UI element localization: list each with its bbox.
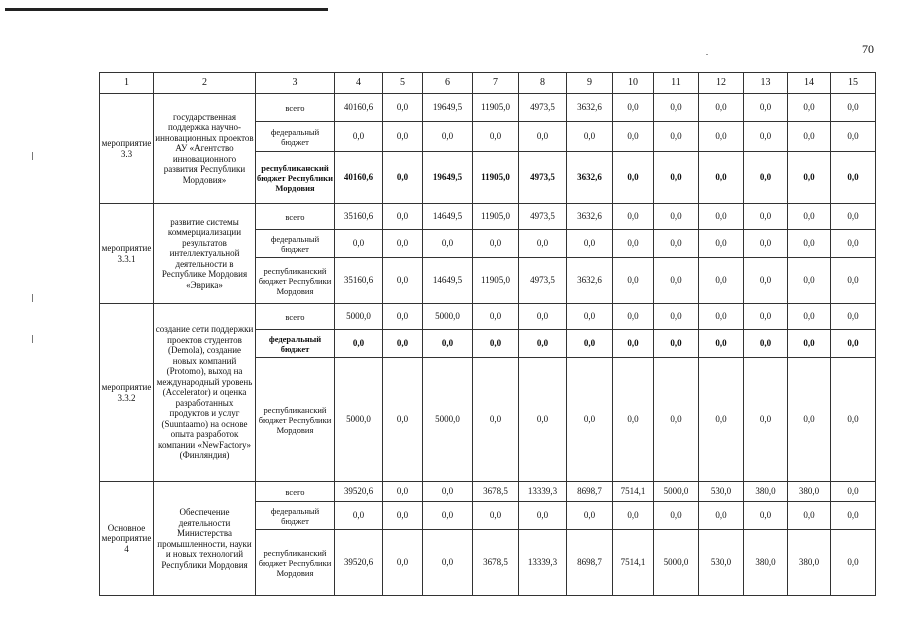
value-cell: 0,0 bbox=[744, 258, 788, 304]
value-cell: 0,0 bbox=[744, 304, 788, 330]
table-row bbox=[100, 94, 876, 122]
value-cell: 0,0 bbox=[383, 230, 423, 258]
header-cell: 6 bbox=[423, 73, 473, 94]
budget-table bbox=[99, 72, 876, 596]
value-cell: 0,0 bbox=[744, 94, 788, 122]
value-cell: 5000,0 bbox=[423, 304, 473, 330]
margin-mark bbox=[32, 294, 33, 302]
value-cell: 0,0 bbox=[654, 304, 699, 330]
funding-source: федеральный бюджет bbox=[256, 230, 335, 258]
table-row bbox=[100, 204, 876, 230]
value-cell: 0,0 bbox=[335, 502, 383, 530]
top-rule bbox=[5, 8, 328, 11]
value-cell: 0,0 bbox=[654, 152, 699, 204]
value-cell: 0,0 bbox=[473, 358, 519, 482]
value-cell: 0,0 bbox=[831, 530, 876, 596]
value-cell: 0,0 bbox=[831, 204, 876, 230]
value-cell: 0,0 bbox=[744, 502, 788, 530]
table-body bbox=[100, 73, 876, 596]
value-cell: 0,0 bbox=[831, 330, 876, 358]
value-cell: 0,0 bbox=[654, 94, 699, 122]
value-cell: 19649,5 bbox=[423, 94, 473, 122]
value-cell: 0,0 bbox=[519, 230, 567, 258]
value-cell: 4973,5 bbox=[519, 204, 567, 230]
value-cell: 0,0 bbox=[613, 358, 654, 482]
value-cell: 0,0 bbox=[519, 358, 567, 482]
header-cell: 12 bbox=[699, 73, 744, 94]
value-cell: 0,0 bbox=[423, 122, 473, 152]
page-number: 70 bbox=[862, 42, 874, 56]
value-cell: 4973,5 bbox=[519, 94, 567, 122]
header-cell: 11 bbox=[654, 73, 699, 94]
value-cell: 0,0 bbox=[335, 230, 383, 258]
value-cell: 0,0 bbox=[383, 358, 423, 482]
value-cell: 0,0 bbox=[473, 502, 519, 530]
value-cell: 0,0 bbox=[744, 204, 788, 230]
value-cell: 0,0 bbox=[613, 204, 654, 230]
value-cell: 35160,6 bbox=[335, 204, 383, 230]
value-cell: 3632,6 bbox=[567, 204, 613, 230]
value-cell: 0,0 bbox=[699, 330, 744, 358]
value-cell: 0,0 bbox=[788, 258, 831, 304]
value-cell: 19649,5 bbox=[423, 152, 473, 204]
value-cell: 0,0 bbox=[699, 94, 744, 122]
value-cell: 3678,5 bbox=[473, 482, 519, 502]
value-cell: 3632,6 bbox=[567, 94, 613, 122]
value-cell: 0,0 bbox=[423, 502, 473, 530]
value-cell: 0,0 bbox=[654, 358, 699, 482]
margin-mark bbox=[32, 152, 33, 160]
value-cell: 40160,6 bbox=[335, 152, 383, 204]
funding-source: федеральный бюджет bbox=[256, 122, 335, 152]
value-cell: 0,0 bbox=[473, 304, 519, 330]
value-cell: 0,0 bbox=[567, 122, 613, 152]
value-cell: 0,0 bbox=[567, 304, 613, 330]
value-cell: 0,0 bbox=[423, 230, 473, 258]
value-cell: 0,0 bbox=[831, 304, 876, 330]
value-cell: 0,0 bbox=[473, 330, 519, 358]
value-cell: 39520,6 bbox=[335, 530, 383, 596]
funding-source: республиканский бюджет Республики Мордовия bbox=[256, 258, 335, 304]
value-cell: 0,0 bbox=[788, 502, 831, 530]
value-cell: 35160,6 bbox=[335, 258, 383, 304]
funding-source: всего bbox=[256, 304, 335, 330]
value-cell: 0,0 bbox=[519, 304, 567, 330]
value-cell: 530,0 bbox=[699, 530, 744, 596]
value-cell: 11905,0 bbox=[473, 94, 519, 122]
value-cell: 39520,6 bbox=[335, 482, 383, 502]
value-cell: 11905,0 bbox=[473, 152, 519, 204]
value-cell: 0,0 bbox=[699, 258, 744, 304]
value-cell: 0,0 bbox=[613, 94, 654, 122]
value-cell: 0,0 bbox=[383, 482, 423, 502]
header-cell: 15 bbox=[831, 73, 876, 94]
value-cell: 5000,0 bbox=[423, 358, 473, 482]
value-cell: 0,0 bbox=[519, 502, 567, 530]
header-row bbox=[100, 73, 876, 94]
value-cell: 0,0 bbox=[831, 358, 876, 482]
value-cell: 0,0 bbox=[567, 230, 613, 258]
value-cell: 380,0 bbox=[788, 530, 831, 596]
value-cell: 3632,6 bbox=[567, 258, 613, 304]
value-cell: 0,0 bbox=[654, 204, 699, 230]
value-cell: 0,0 bbox=[383, 304, 423, 330]
value-cell: 0,0 bbox=[423, 482, 473, 502]
value-cell: 0,0 bbox=[831, 122, 876, 152]
value-cell: 0,0 bbox=[383, 122, 423, 152]
value-cell: 0,0 bbox=[831, 502, 876, 530]
value-cell: 0,0 bbox=[788, 358, 831, 482]
value-cell: 0,0 bbox=[613, 122, 654, 152]
value-cell: 0,0 bbox=[744, 358, 788, 482]
value-cell: 5000,0 bbox=[335, 304, 383, 330]
funding-source: всего bbox=[256, 204, 335, 230]
margin-mark bbox=[32, 335, 33, 343]
value-cell: 0,0 bbox=[383, 94, 423, 122]
value-cell: 0,0 bbox=[613, 304, 654, 330]
value-cell: 0,0 bbox=[744, 152, 788, 204]
measure-label: мероприятие 3.3.2 bbox=[100, 304, 154, 482]
header-cell: 10 bbox=[613, 73, 654, 94]
value-cell: 0,0 bbox=[613, 502, 654, 530]
value-cell: 8698,7 bbox=[567, 530, 613, 596]
value-cell: 7514,1 bbox=[613, 482, 654, 502]
value-cell: 0,0 bbox=[567, 358, 613, 482]
value-cell: 0,0 bbox=[383, 502, 423, 530]
header-cell: 5 bbox=[383, 73, 423, 94]
value-cell: 0,0 bbox=[831, 482, 876, 502]
header-cell: 13 bbox=[744, 73, 788, 94]
value-cell: 13339,3 bbox=[519, 530, 567, 596]
value-cell: 0,0 bbox=[613, 152, 654, 204]
measure-description: Обеспечение деятельности Министерства промышленности, науки и новых технологий Республики Мордовия bbox=[154, 482, 256, 596]
value-cell: 11905,0 bbox=[473, 204, 519, 230]
value-cell: 3678,5 bbox=[473, 530, 519, 596]
value-cell: 0,0 bbox=[654, 330, 699, 358]
value-cell: 0,0 bbox=[744, 122, 788, 152]
funding-source: федеральный бюджет bbox=[256, 330, 335, 358]
value-cell: 7514,1 bbox=[613, 530, 654, 596]
table-row bbox=[100, 482, 876, 502]
value-cell: 8698,7 bbox=[567, 482, 613, 502]
value-cell: 3632,6 bbox=[567, 152, 613, 204]
value-cell: 0,0 bbox=[788, 122, 831, 152]
value-cell: 0,0 bbox=[519, 330, 567, 358]
value-cell: 5000,0 bbox=[654, 530, 699, 596]
table-row bbox=[100, 304, 876, 330]
value-cell: 0,0 bbox=[699, 502, 744, 530]
value-cell: 0,0 bbox=[423, 330, 473, 358]
value-cell: 0,0 bbox=[699, 152, 744, 204]
measure-label: мероприятие 3.3.1 bbox=[100, 204, 154, 304]
funding-source: федеральный бюджет bbox=[256, 502, 335, 530]
value-cell: 0,0 bbox=[383, 152, 423, 204]
value-cell: 0,0 bbox=[654, 502, 699, 530]
header-cell: 8 bbox=[519, 73, 567, 94]
value-cell: 380,0 bbox=[744, 482, 788, 502]
value-cell: 0,0 bbox=[699, 304, 744, 330]
value-cell: 5000,0 bbox=[654, 482, 699, 502]
scan-dot bbox=[706, 54, 708, 55]
value-cell: 0,0 bbox=[831, 152, 876, 204]
value-cell: 530,0 bbox=[699, 482, 744, 502]
value-cell: 0,0 bbox=[335, 122, 383, 152]
value-cell: 0,0 bbox=[383, 258, 423, 304]
header-cell: 4 bbox=[335, 73, 383, 94]
value-cell: 0,0 bbox=[473, 122, 519, 152]
header-cell: 7 bbox=[473, 73, 519, 94]
value-cell: 0,0 bbox=[613, 258, 654, 304]
header-cell: 9 bbox=[567, 73, 613, 94]
value-cell: 0,0 bbox=[335, 330, 383, 358]
measure-label: мероприятие 3.3 bbox=[100, 94, 154, 204]
value-cell: 0,0 bbox=[831, 230, 876, 258]
header-cell: 14 bbox=[788, 73, 831, 94]
value-cell: 0,0 bbox=[473, 230, 519, 258]
measure-description: создание сети поддержки проектов студентов (Demola), создание новых компаний (Protomo), выход на международный уровень (Accelerator) и оценка разработанных продуктов и услуг (Suuntaamo) на основе опыта разработок компании «NewFactory» (Финляндия) bbox=[154, 304, 256, 482]
value-cell: 0,0 bbox=[383, 530, 423, 596]
value-cell: 0,0 bbox=[831, 94, 876, 122]
value-cell: 0,0 bbox=[383, 204, 423, 230]
funding-source: республиканский бюджет Республики Мордовия bbox=[256, 530, 335, 596]
value-cell: 0,0 bbox=[654, 258, 699, 304]
header-cell: 2 bbox=[154, 73, 256, 94]
value-cell: 0,0 bbox=[383, 330, 423, 358]
value-cell: 0,0 bbox=[567, 502, 613, 530]
value-cell: 0,0 bbox=[831, 258, 876, 304]
value-cell: 0,0 bbox=[788, 230, 831, 258]
value-cell: 0,0 bbox=[699, 230, 744, 258]
value-cell: 0,0 bbox=[788, 152, 831, 204]
value-cell: 0,0 bbox=[699, 122, 744, 152]
value-cell: 0,0 bbox=[654, 230, 699, 258]
value-cell: 0,0 bbox=[613, 230, 654, 258]
value-cell: 4973,5 bbox=[519, 152, 567, 204]
measure-label: Основное мероприятие 4 bbox=[100, 482, 154, 596]
value-cell: 0,0 bbox=[613, 330, 654, 358]
value-cell: 0,0 bbox=[423, 530, 473, 596]
value-cell: 0,0 bbox=[744, 230, 788, 258]
value-cell: 380,0 bbox=[788, 482, 831, 502]
value-cell: 4973,5 bbox=[519, 258, 567, 304]
funding-source: всего bbox=[256, 482, 335, 502]
funding-source: республиканский бюджет Республики Мордовия bbox=[256, 358, 335, 482]
value-cell: 380,0 bbox=[744, 530, 788, 596]
value-cell: 0,0 bbox=[744, 330, 788, 358]
measure-description: развитие системы коммерциализации результатов интеллектуальной деятельности в Республике Мордовия «Эврика» bbox=[154, 204, 256, 304]
value-cell: 14649,5 bbox=[423, 258, 473, 304]
value-cell: 0,0 bbox=[699, 204, 744, 230]
value-cell: 0,0 bbox=[788, 94, 831, 122]
measure-description: государственная поддержка научно-инновационных проектов АУ «Агентство инновационного развития Республики Мордовия» bbox=[154, 94, 256, 204]
value-cell: 0,0 bbox=[519, 122, 567, 152]
value-cell: 0,0 bbox=[654, 122, 699, 152]
value-cell: 11905,0 bbox=[473, 258, 519, 304]
value-cell: 0,0 bbox=[788, 330, 831, 358]
value-cell: 0,0 bbox=[567, 330, 613, 358]
value-cell: 13339,3 bbox=[519, 482, 567, 502]
value-cell: 14649,5 bbox=[423, 204, 473, 230]
value-cell: 0,0 bbox=[788, 304, 831, 330]
value-cell: 0,0 bbox=[699, 358, 744, 482]
funding-source: всего bbox=[256, 94, 335, 122]
header-cell: 3 bbox=[256, 73, 335, 94]
value-cell: 40160,6 bbox=[335, 94, 383, 122]
funding-source: республиканский бюджет Республики Мордовия bbox=[256, 152, 335, 204]
header-cell: 1 bbox=[100, 73, 154, 94]
value-cell: 5000,0 bbox=[335, 358, 383, 482]
value-cell: 0,0 bbox=[788, 204, 831, 230]
